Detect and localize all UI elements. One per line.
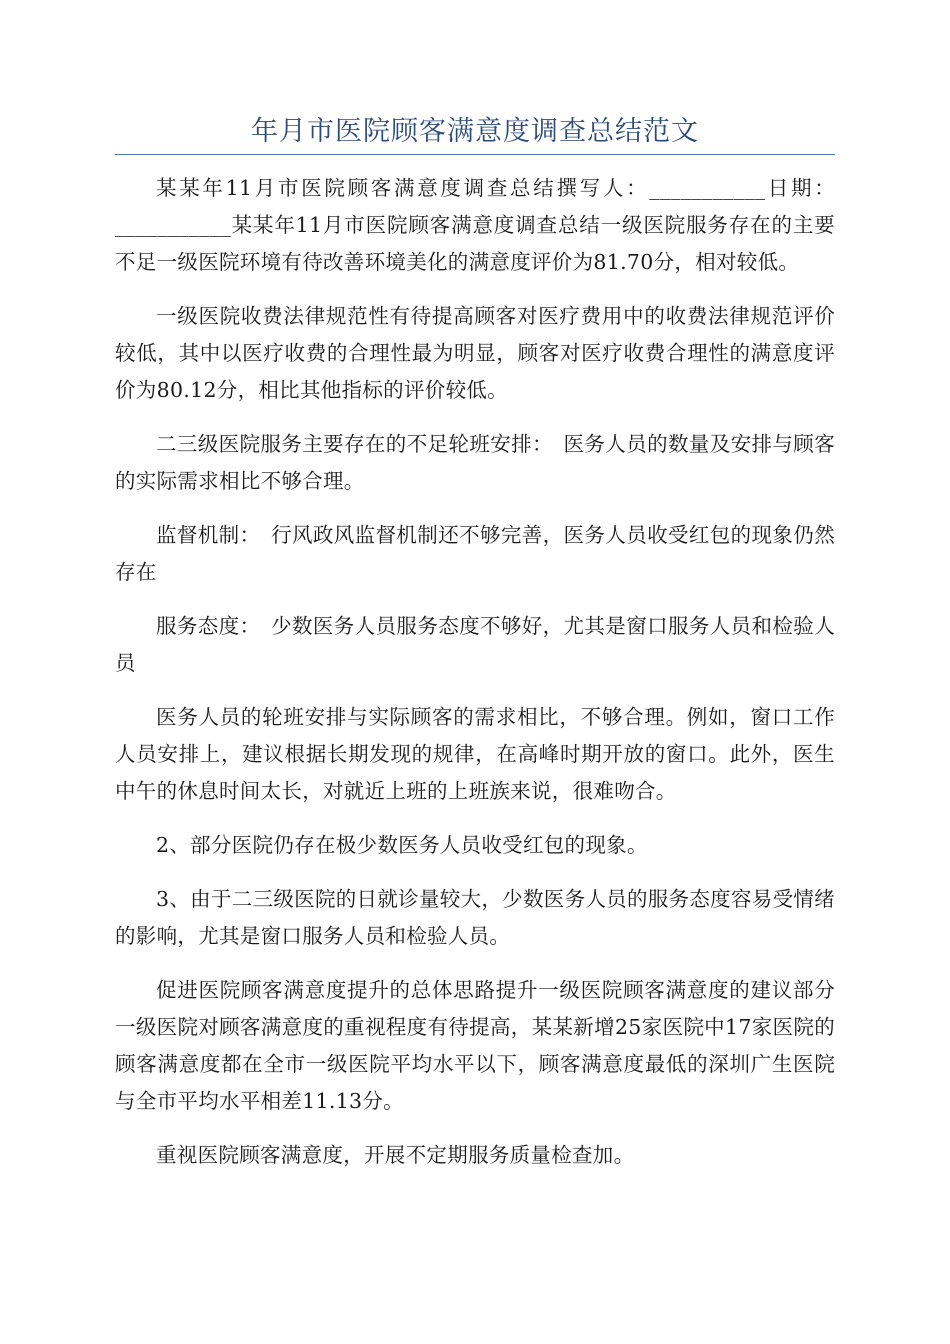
paragraph-4: 监督机制： 行风政风监督机制还不够完善，医务人员收受红包的现象仍然存在 [115,523,835,584]
document-title: 年月市医院顾客满意度调查总结范文 [251,116,699,147]
paragraph-3: 二三级医院服务主要存在的不足轮班安排： 医务人员的数量及安排与顾客的实际需求相比不够合理。 [115,432,835,493]
paragraph-1: 某某年11月市医院顾客满意度调查总结撰写人：___________日期：___________某某年11月市医院顾客满意度调查总结一级医院服务存在的主要不足一级医院环境有待改善环境美化的满意度评价为81.70分，相对较低。 [115,176,835,274]
title-underline [115,154,835,155]
paragraph-5: 服务态度： 少数医务人员服务态度不够好，尤其是窗口服务人员和检验人员 [115,614,835,675]
document-body [115,170,835,1191]
paragraph-8: 3、由于二三级医院的日就诊量较大，少数医务人员的服务态度容易受情绪的影响，尤其是窗口服务人员和检验人员。 [115,887,835,948]
paragraph-2: 一级医院收费法律规范性有待提高顾客对医疗费用中的收费法律规范评价较低，其中以医疗收费的合理性最为明显，顾客对医疗收费合理性的满意度评价为80.12分，相比其他指标的评价较低。 [115,304,835,402]
paragraph-7: 2、部分医院仍存在极少数医务人员收受红包的现象。 [156,833,648,857]
paragraph-10: 重视医院顾客满意度，开展不定期服务质量检查加。 [156,1143,635,1167]
paragraph-9: 促进医院顾客满意度提升的总体思路提升一级医院顾客满意度的建议部分一级医院对顾客满意度的重视程度有待提高，某某新增25家医院中17家医院的顾客满意度都在全市一级医院平均水平以下，顾客满意度最低的深圳广生医院与全市平均水平相差11.13分。 [115,978,835,1113]
paragraph-6: 医务人员的轮班安排与实际顾客的需求相比，不够合理。例如，窗口工作人员安排上，建议根据长期发现的规律，在高峰时期开放的窗口。此外，医生中午的休息时间太长，对就近上班的上班族来说，很难吻合。 [115,705,835,803]
